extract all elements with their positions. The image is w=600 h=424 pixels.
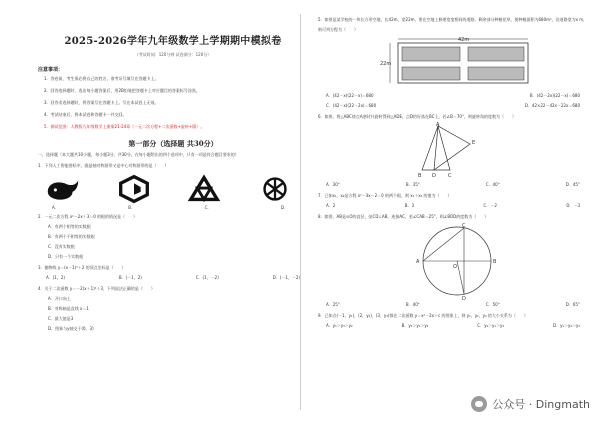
part1-intro: 一、选择题（本大题共10小题，每小题3分，共30分。在每小题给出的四个选项中，只有一项是符合题目要求的） [38, 152, 239, 157]
q6-point-e: E [472, 140, 476, 146]
q6-stem: 6．如图，将△ABC绕点A逆时针旋转得到△ADE，点D恰好落在BC上，若∠B＝70°，则旋转角的度数为（ ） [318, 114, 516, 119]
notice-item-2: 2．回答选择题时，选出每小题答案后，用2B铅笔把答题卡上对应题目的答案标号涂黑。 [44, 88, 200, 93]
notice-item-3: 3．回答非选择题时，将答案写在答题卡上。写在本试卷上无效。 [44, 100, 159, 105]
hexagon-logo-icon [115, 174, 153, 204]
q9-option-c: C．y₂＞y₁＞y₃ [477, 323, 504, 328]
q2-option-a: A．有两个相等的实数根 [48, 224, 91, 229]
watermark-text: 公众号 · Dingmath [492, 398, 590, 411]
q6-rotation-figure [408, 122, 488, 180]
q7-stem: 7．已知x₁，x₂是方程 x²－3x－2＝0 的两个根，则 x₁＋x₂ 的值为（ ） [318, 193, 452, 198]
notice-heading: 注意事项： [38, 67, 64, 73]
q8-circle-figure [402, 222, 512, 300]
q1-logo-row [38, 171, 308, 205]
q8-point-d: D [462, 296, 466, 300]
q5-option-d: D．42×22－42x－22x＝680 [524, 103, 580, 108]
q1-label-b: B． [128, 205, 136, 210]
q4-stem: 4．关于二次函数 y＝－2(x＋1)²＋3，下列说法正确的是（ ） [38, 286, 155, 291]
right-page [318, 14, 588, 410]
q3-option-b: B．(－1，2) [118, 275, 142, 280]
q7-option-d: D．－3 [566, 203, 580, 208]
q3-options [38, 273, 308, 283]
q3-option-c: C．(1，－2) [195, 275, 219, 280]
q1-stem: 1．下列人工智能图标中，既是轴对称图形又是中心对称图形的是（ ） [38, 163, 169, 168]
q5-option-c: C．(42－x)(22－2x)＝680 [326, 103, 377, 108]
q2-stem: 2．一元二次方程 x²－2x＋3＝0 的根的情况是（ ） [38, 214, 138, 219]
q7-option-b: B．3 [404, 203, 415, 208]
q6-option-c: C．40° [485, 182, 500, 187]
q6-options [318, 180, 588, 190]
q4-option-a: A．开口向上 [48, 296, 71, 301]
q8-options [318, 300, 588, 310]
q8-point-b: B [493, 259, 497, 265]
left-page [38, 14, 308, 410]
q8-option-c: C．50° [485, 302, 500, 307]
q7-option-a: A．2 [326, 203, 336, 208]
q8-option-d: D．65° [565, 302, 580, 307]
watermark [471, 396, 590, 412]
q2-option-b: B．有两个不相等的实数根 [48, 234, 95, 239]
q9-option-a: A．y₁＞y₃＞y₂ [326, 323, 353, 328]
knot-logo-icon [256, 174, 294, 204]
q3-option-a: A．(1，2) [46, 275, 65, 280]
q8-point-c: C [462, 223, 466, 229]
q4-option-b: B．对称轴是直线 x＝1 [48, 306, 89, 311]
q9-option-b: B．y₃＞y₁＞y₂ [401, 323, 429, 328]
q6-option-b: B．35° [405, 182, 420, 187]
q4-option-c: C．最大值是3 [48, 316, 74, 321]
q5-option-b: B．(42－2x)(22－x)＝680 [529, 93, 580, 98]
part1-heading: 第一部分（选择题 共30分） [128, 139, 218, 148]
q8-stem: 8．如图，AB是⊙O的直径，弦CD⊥AB，连接AC，若∠CAB＝25°，则∠BOD的度数为（ ） [318, 214, 489, 219]
whale-logo-icon [44, 174, 82, 204]
q7-options [318, 201, 588, 211]
exam-subtitle: （考试时间：120分钟 试卷满分：120分） [134, 52, 212, 57]
exam-title: 2025-2026学年九年级数学上学期期中模拟卷 [64, 36, 282, 47]
q6-option-d: D．45° [565, 182, 580, 187]
q9-options [318, 321, 588, 331]
q3-stem: 3．抛物线 y＝(x－1)²＋2 的顶点坐标是（ ） [38, 265, 126, 270]
q5-field-figure [378, 35, 538, 91]
q5-options-row2 [318, 101, 588, 111]
q1-labels [38, 205, 308, 211]
triangle-logo-icon [185, 174, 223, 204]
q8-point-o: O [453, 264, 457, 270]
q5-option-a: A．(42－x)(22－x)＝680 [326, 93, 374, 98]
q8-option-b: B．40° [405, 302, 420, 307]
notice-item-1: 1．答卷前，考生务必将自己的姓名、准考证号填写在答题卡上。 [44, 76, 159, 81]
wechat-icon [471, 396, 487, 412]
q7-option-c: C．－2 [483, 203, 497, 208]
q2-option-d: D．只有一个实数根 [48, 254, 84, 259]
q1-label-a: A． [52, 205, 59, 210]
q1-label-c: C． [204, 205, 212, 210]
q5-options-row1 [318, 91, 588, 101]
q5-stem: 5．如图是某学校的一块长方形空地，长42m，宽22m，要在空地上修建宽度相同的道路，剩余部分种植花草，使种植面积为680m²，设道路宽为x m，则可列方程为（ ） [318, 17, 588, 32]
q8-option-a: A．25° [326, 302, 340, 307]
q9-stem: 9．已知点(－1，y₁)，(2，y₂)，(3，y₃)都在二次函数 y＝x²－2x＋c 的图象上，则 y₁，y₂，y₃ 的大小关系为（ ） [318, 313, 528, 318]
q8-point-a: A [416, 259, 420, 265]
q6-point-b: B [418, 173, 422, 179]
q9-option-d: D．y₁＞y₂＞y₃ [552, 323, 580, 328]
q2-option-c: C．没有实数根 [48, 244, 75, 249]
q5-width-label: 22m [380, 61, 392, 67]
q1-label-d: D． [280, 205, 288, 210]
q6-point-d: D [432, 173, 436, 179]
notice-item-4: 4．考试结束后，将本试卷和答题卡一并交回。 [44, 112, 127, 117]
q3-option-d: D．(－1，－2) [272, 275, 300, 280]
q6-point-c: C [448, 173, 452, 179]
q4-option-d: D．图象与y轴交于(0，3) [48, 326, 94, 331]
notice-item-5: 5．测试范围：人教版九年级数学上册第21-24章（一元二次方程+二次函数+旋转+圆）。 [44, 124, 205, 129]
q6-option-a: A．30° [326, 182, 340, 187]
q5-length-label: 42m [458, 37, 470, 43]
q6-point-a: A [436, 122, 440, 128]
